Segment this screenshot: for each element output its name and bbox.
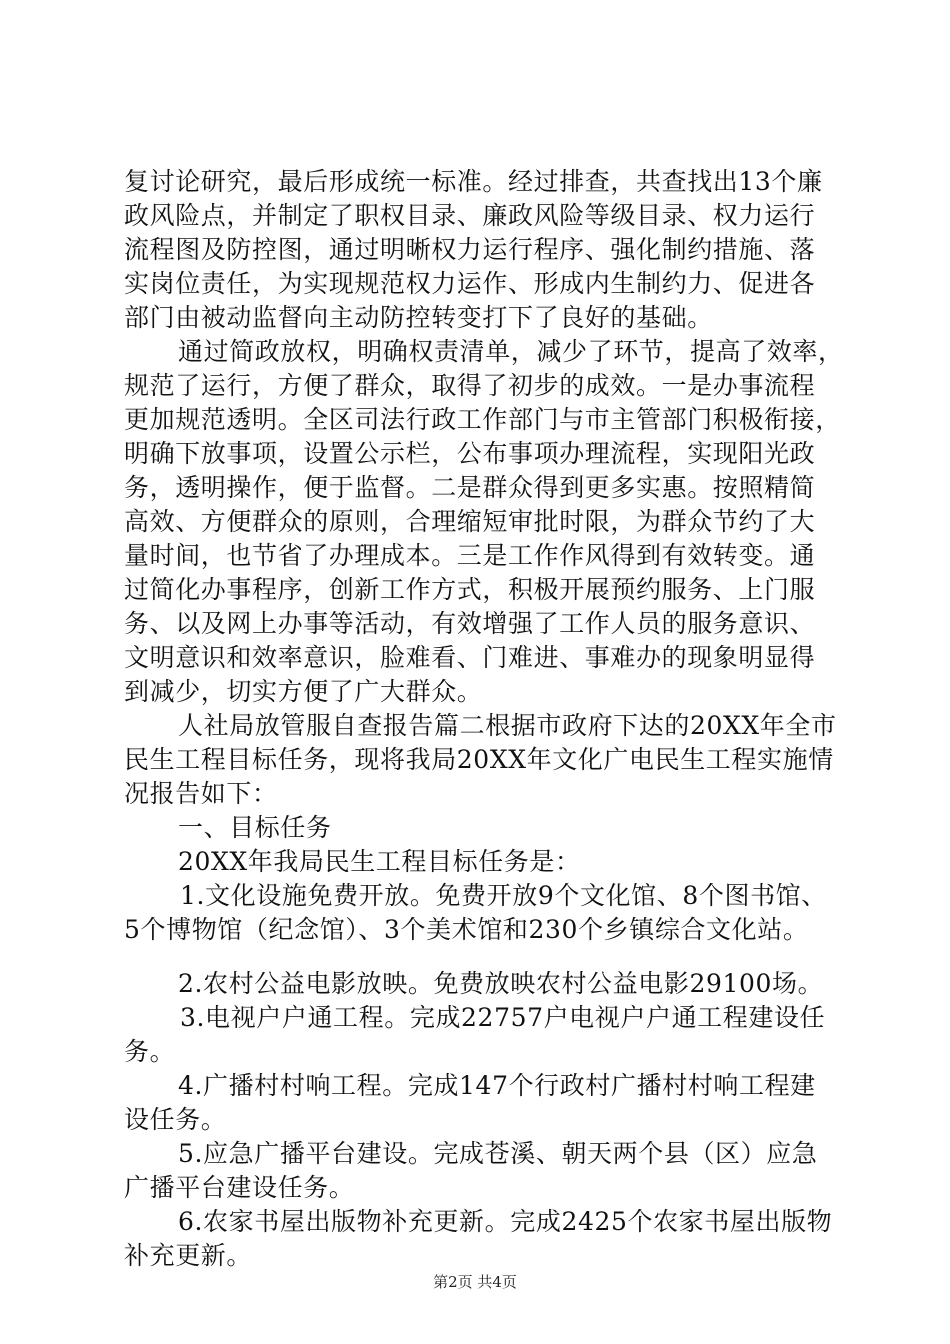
text-line: 务，透明操作，便于监督。二是群众得到更多实惠。按照精简 bbox=[124, 473, 816, 502]
paragraph-start-line: 通过简政放权，明确权责清单，减少了环节，提高了效率， bbox=[178, 337, 844, 366]
text-line: 流程图及防控图，通过明晰权力运行程序、强化制约措施、落 bbox=[124, 235, 816, 264]
text-line: 到减少，切实方便了广大群众。 bbox=[124, 677, 483, 706]
list-item-line: 1.文化设施免费开放。免费开放9个文化馆、8个图书馆、 bbox=[180, 881, 827, 910]
list-item-line: 6.农家书屋出版物补充更新。完成2425个农家书屋出版物 bbox=[178, 1207, 833, 1236]
text-line: 部门由被动监督向主动防控转变打下了良好的基础。 bbox=[124, 303, 713, 332]
paragraph-start-line: 人社局放管服自查报告篇二根据市政府下达的20XX年全市 bbox=[178, 711, 837, 740]
list-item-line: 2.农村公益电影放映。免费放映农村公益电影29100场。 bbox=[178, 969, 824, 998]
paragraph-start-line: 20XX年我局民生工程目标任务是： bbox=[178, 847, 581, 876]
text-line: 政风险点，并制定了职权目录、廉政风险等级目录、权力运行 bbox=[124, 201, 816, 230]
text-line: 民生工程目标任务，现将我局20XX年文化广电民生工程实施情 bbox=[124, 745, 834, 774]
text-line: 明确下放事项，设置公示栏，公布事项办理流程，实现阳光政 bbox=[124, 439, 816, 468]
text-line: 务。 bbox=[124, 1037, 176, 1066]
text-line: 高效、方便群众的原则，合理缩短审批时限，为群众节约了大 bbox=[124, 507, 816, 536]
text-line: 过简化办事程序，创新工作方式，积极开展预约服务、上门服 bbox=[124, 575, 816, 604]
text-line: 5个博物馆（纪念馆）、3个美术馆和230个乡镇综合文化站。 bbox=[124, 915, 809, 944]
list-item-line: 3.电视户户通工程。完成22757户电视户户通工程建设任 bbox=[180, 1003, 826, 1032]
text-line: 规范了运行，方便了群众，取得了初步的成效。一是办事流程 bbox=[124, 371, 816, 400]
text-line: 量时间，也节省了办理成本。三是工作作风得到有效转变。通 bbox=[124, 541, 816, 570]
page-number-footer: 第2页 共4页 bbox=[433, 1273, 517, 1291]
text-line: 更加规范透明。全区司法行政工作部门与市主管部门积极衔接， bbox=[124, 405, 841, 434]
text-line: 广播平台建设任务。 bbox=[124, 1173, 355, 1202]
text-line: 况报告如下： bbox=[124, 779, 278, 808]
text-line: 文明意识和效率意识，脸难看、门难进、事难办的现象明显得 bbox=[124, 643, 816, 672]
list-item-line: 4.广播村村响工程。完成147个行政村广播村村响工程建 bbox=[178, 1071, 816, 1100]
text-line: 实岗位责任，为实现规范权力运作、形成内生制约力、促进各 bbox=[124, 269, 816, 298]
text-line: 设任务。 bbox=[124, 1105, 227, 1134]
section-heading: 一、目标任务 bbox=[178, 813, 332, 842]
list-item-line: 5.应急广播平台建设。完成苍溪、朝天两个县（区）应急 bbox=[178, 1139, 818, 1168]
text-line: 补充更新。 bbox=[124, 1241, 253, 1270]
text-line: 务、以及网上办事等活动，有效增强了工作人员的服务意识、 bbox=[124, 609, 816, 638]
text-line: 复讨论研究，最后形成统一标准。经过排查，共查找出13个廉 bbox=[124, 167, 823, 196]
